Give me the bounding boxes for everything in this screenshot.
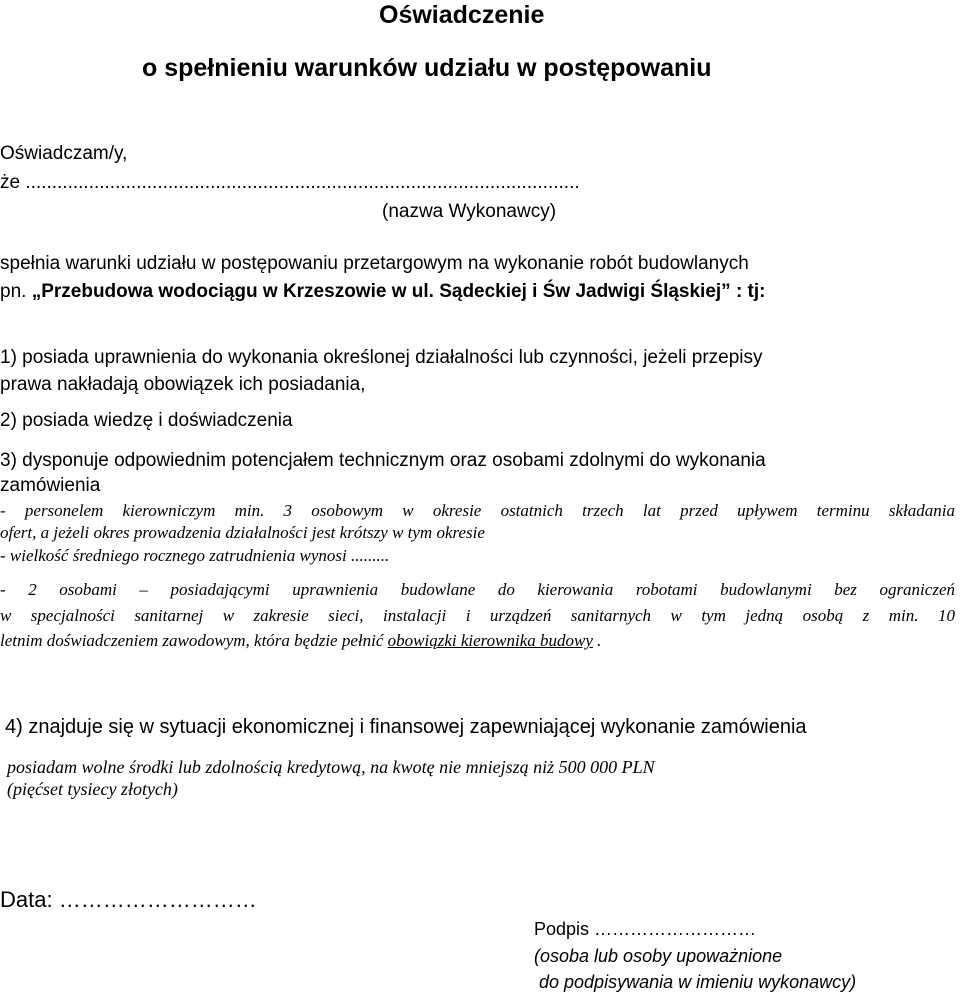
funds-line1: posiadam wolne środki lub zdolnością kredytową, na kwotę nie mniejszą niż 500 000 PLN [7, 757, 655, 777]
engineers-line1: - 2 osobami – posiadającymi uprawnienia budowlane do kierowania robotami budowlanymi bez ograniczeń [0, 580, 955, 599]
personnel-line3: - wielkość średniego rocznego zatrudnienia wynosi ......... [0, 546, 390, 565]
condition-1-line2: prawa nakładają obowiązek ich posiadania, [0, 374, 366, 395]
signature-note-1: (osoba lub osoby upoważnione [534, 946, 783, 966]
personnel-line2: ofert, a jeżeli okres prowadzenia działalności jest krótszy w tym okresie [0, 523, 485, 542]
engineers-line2: w specjalności sanitarnej w zakresie sieci, instalacji i urządzeń sanitarnych w tym jedną osobą z min. 10 [0, 606, 955, 625]
condition-3-line2: zamówienia [0, 475, 101, 496]
contractor-fill-line: że ......................................................................................................... [0, 172, 580, 193]
project-line [0, 281, 766, 303]
page-title: Oświadczenie [379, 1, 545, 29]
project-name: „Przebudowa wodociągu w Krzeszowie w ul. Sądeckiej i Św Jadwigi Śląskiej” : tj: [31, 281, 766, 302]
engineers-line3-end: . [592, 631, 602, 650]
condition-1-line1: 1) posiada uprawnienia do wykonania określonej działalności lub czynności, jeżeli przepisy [0, 347, 763, 368]
personnel-line1: - personelem kierowniczym min. 3 osobowym w okresie ostatnich trzech lat przed upływem terminu składania [0, 501, 955, 520]
condition-4: 4) znajduje się w sytuacji ekonomicznej i finansowej zapewniającej wykonanie zamówienia [5, 716, 807, 738]
condition-2: 2) posiada wiedzę i doświadczenia [0, 410, 293, 431]
funds-line2: (pięćset tysiecy złotych) [7, 779, 178, 799]
signature-note-2: do podpisywania w imieniu wykonawcy) [534, 972, 857, 992]
engineers-line3-text: letnim doświadczeniem zawodowym, która będzie pełnić [0, 631, 388, 650]
engineers-line3 [0, 631, 601, 651]
meets-conditions-text: spełnia warunki udziału w postępowaniu przetargowym na wykonanie robót budowlanych [0, 253, 749, 274]
project-prefix: pn. [0, 281, 32, 302]
condition-3-line1: 3) dysponuje odpowiednim potencjałem technicznym oraz osobami zdolnymi do wykonania [0, 450, 766, 471]
contractor-label: (nazwa Wykonawcy) [382, 201, 557, 222]
site-manager-duty: obowiązki kierownika budowy [387, 631, 593, 650]
signature-field: Podpis ……………………… [534, 919, 757, 939]
date-field: Data: ……………………… [0, 887, 257, 912]
page-subtitle: o spełnieniu warunków udziału w postępowaniu [142, 54, 712, 82]
declare-text: Oświadczam/y, [0, 143, 128, 164]
